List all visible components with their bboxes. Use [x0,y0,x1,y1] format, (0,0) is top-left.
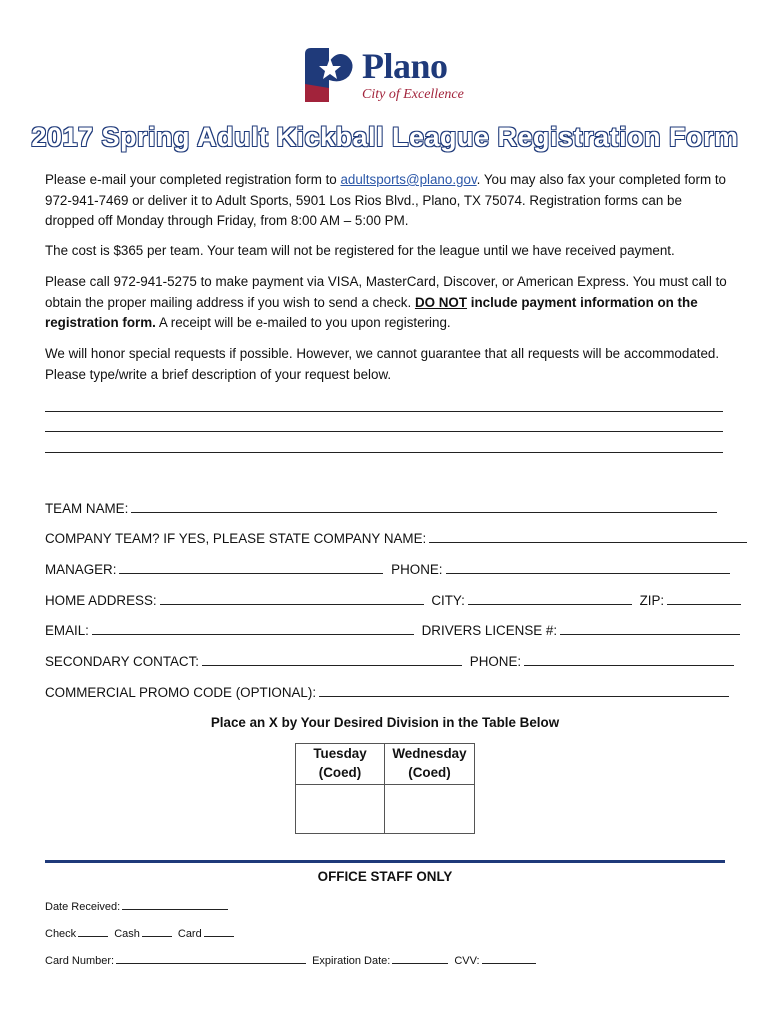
zip-label: ZIP: [639,593,665,608]
card-details-row [45,953,542,967]
manager-phone-field[interactable] [446,561,730,574]
company-name-field[interactable] [429,530,747,543]
payment-text-2: A receipt will be e-mailed to you upon registering. [155,315,451,330]
date-received-row [45,899,234,913]
manager-field[interactable] [119,561,383,574]
card-number-field[interactable] [116,953,306,964]
tuesday-day: Tuesday [313,746,367,761]
wednesday-header [385,744,475,785]
request-line-3[interactable] [45,452,723,453]
city-label: CITY: [431,593,465,608]
card-field[interactable] [204,926,234,937]
logo-name: Plano [362,46,448,86]
wednesday-type: (Coed) [408,765,451,780]
promo-code-field[interactable] [319,684,729,697]
payment-paragraph [45,272,729,334]
date-received-label: Date Received: [45,901,121,913]
date-received-field[interactable] [122,899,228,910]
drivers-license-label: DRIVERS LICENSE #: [421,623,558,638]
tuesday-type: (Coed) [318,765,362,780]
promo-code-row [45,684,729,700]
secondary-contact-field[interactable] [202,653,462,666]
do-not-text: DO NOT [414,294,468,310]
promo-code-label: COMMERCIAL PROMO CODE (OPTIONAL): [45,685,317,700]
card-number-label: Card Number: [45,955,115,967]
secondary-phone-field[interactable] [524,653,734,666]
email-row [45,622,740,638]
payment-warning-text: include payment information on the registration form. [45,294,698,330]
request-line-2[interactable] [45,431,723,432]
manager-phone-label: PHONE: [391,562,443,577]
office-heading: OFFICE STAFF ONLY [317,869,453,884]
tuesday-header [296,744,385,785]
tuesday-selection-cell[interactable] [296,785,385,834]
check-label: Check [45,928,77,940]
secondary-contact-label: SECONDARY CONTACT: [45,654,200,669]
division-heading: Place an X by Your Desired Division in the Table Below [210,715,560,730]
secondary-phone-label: PHONE: [469,654,522,669]
cash-label: Cash [114,928,140,940]
wednesday-day: Wednesday [392,746,467,761]
payment-method-row [45,926,240,940]
home-address-label: HOME ADDRESS: [45,593,157,608]
city-field[interactable] [468,592,632,605]
check-field[interactable] [78,926,108,937]
submission-instructions [45,170,729,232]
manager-row [45,561,730,577]
form-title: 2017 Spring Adult Kickball League Registration Form [31,122,739,152]
card-label: Card [177,928,202,940]
team-name-label: TEAM NAME: [45,501,129,516]
expiration-label: Expiration Date: [312,955,391,967]
drivers-license-field[interactable] [560,622,740,635]
home-address-field[interactable] [160,592,424,605]
instructions-text-2: . You may also fax your completed form to 972-941-7469 or deliver it to Adult Sports, 5901 Los Rios Blvd., Plano, TX 75074. Registration forms can be dropped off Monday through Friday, from 8:00 AM – 5:00 PM. [45,172,726,228]
request-line-1[interactable] [45,411,723,412]
email-label: EMAIL: [45,623,89,638]
special-requests-paragraph: We will honor special requests if possible. However, we cannot guarantee that all requests will be accommodated. Please type/write a brief description of your request below. [45,346,720,382]
instructions-text-1: Please e-mail your completed registration form to [45,172,341,187]
cvv-field[interactable] [482,953,536,964]
zip-field[interactable] [667,592,741,605]
address-row [45,592,741,608]
company-team-label: COMPANY TEAM? IF YES, PLEASE STATE COMPANY NAME: [45,531,427,546]
cash-field[interactable] [142,926,172,937]
division-table [295,743,475,834]
logo-tagline: City of Excellence [362,87,464,102]
team-name-field[interactable] [131,500,717,513]
payment-text-1: Please call 972-941-5275 to make payment via VISA, MasterCard, Discover, or American Express. You must call to obtain the proper mailing address if you wish to send a check. [45,274,727,310]
cost-paragraph: The cost is $365 per team. Your team will not be registered for the league until we have received payment. [45,243,675,258]
wednesday-selection-cell[interactable] [385,785,475,834]
section-divider [45,860,725,863]
cvv-label: CVV: [454,955,480,967]
company-team-row [45,530,747,546]
team-name-row [45,500,717,516]
manager-label: MANAGER: [45,562,117,577]
email-link[interactable]: adultsports@plano.gov [340,172,477,187]
expiration-field[interactable] [392,953,448,964]
email-field[interactable] [92,622,414,635]
secondary-contact-row [45,653,734,669]
